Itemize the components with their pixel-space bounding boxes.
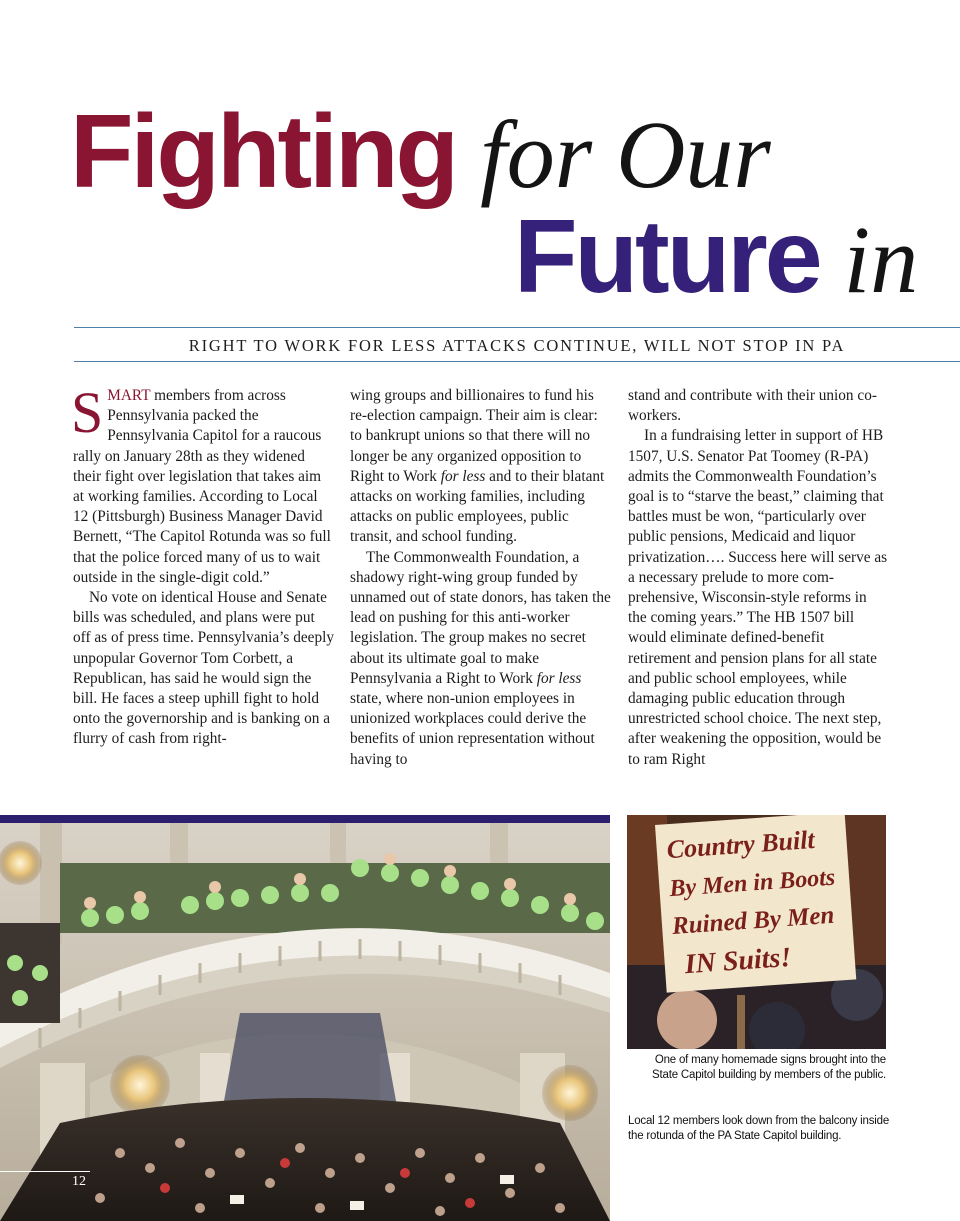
headline-fighting: Fighting [70, 94, 457, 210]
rotunda-photo [0, 823, 610, 1221]
paragraph-3-italic: for less [440, 467, 486, 485]
article-paragraph-1 [71, 380, 335, 588]
headline-line-1 [70, 94, 771, 210]
protest-sign-photo [627, 815, 886, 1049]
subtitle: RIGHT TO WORK FOR LESS ATTACKS CONTINUE, WILL NOT STOP IN PA [188, 336, 846, 355]
headline-for-our-text: for Our [480, 101, 771, 208]
paragraph-4-italic: for less [536, 669, 582, 687]
subtitle-bottom-rule [74, 361, 960, 362]
headline-in [820, 206, 919, 313]
headline-line-2 [514, 199, 919, 315]
paragraph-3-text-b: and to their blatant attacks on working families, including attacks on public employees, public transit, and school funding. [350, 467, 605, 546]
rotunda-illustration [0, 823, 610, 1221]
article-paragraph-3 [350, 386, 612, 548]
article-paragraph-2: No vote on identical House and Senate bills was scheduled, and plans were put off as of press time. Pennsylvania’s deeply unpopular Governor Tom Corbett, a Republican, has said he would sign the bill. He faces a steep uphill fight to hold onto the governorship and is banking on a flurry of cash from right- [73, 589, 334, 748]
article-column-3 [628, 386, 888, 770]
sign-line-3: Ruined By Men [671, 901, 836, 941]
article-column-2 [350, 386, 612, 770]
sign-line-4: IN Suits! [683, 941, 793, 981]
paragraph-1-text: members from across Pennsylvania packed the Pennsylvania Capitol for a raucous rally on January 28th as they widened their fight over legislation that takes aim at working families. According to Local 12 (Pittsburgh) Business Manager David Bernett, “The Capitol Rotunda was so full that the police forced many of us to wait outside in the single-digit cold.” [73, 387, 331, 586]
paragraph-3-text-a: wing groups and billionaires to fund his re-election campaign. Their aim is clear: to bankrupt unions so that there will no longer be any organized opposition to Right to Work [350, 387, 598, 485]
article-column-1 [71, 380, 335, 750]
sign-line-2: By Men in Boots [668, 864, 837, 903]
article-paragraph-6: In a fundraising letter in support of HB 1507, U.S. Senator Pat Toomey (R-PA) admits the Commonwealth Foundation’s goal is to “starve the beast,” claiming that battles must be won, “particularly over public pensions, Medicaid and liquor privatization…. Success here will serve as a necessary prelude to more comprehensive, Wisconsin-style reforms in the coming years.” The HB 1507 bill would eliminate defined-benefit retirement and pension plans for all state and public school employees, while damaging public education through unrestricted school choice. The next step, after weakening the opposition, would be to ram Right [628, 427, 888, 768]
headline-future: Future [514, 199, 820, 315]
page-number: 12 [0, 1171, 90, 1190]
paragraph-4-text-b: state, where non-union employees in unionized workplaces could derive the benefits of union representation without having to [350, 690, 595, 768]
headline-for-our [456, 101, 771, 208]
sign-line-1: Country Built [665, 824, 816, 865]
article-paragraph-5: stand and contribute with their union co-workers. [628, 387, 877, 425]
smart-name: MART [107, 387, 151, 404]
headline-in-text: in [843, 206, 919, 313]
rotunda-photo-caption: Local 12 members look down from the balcony inside the rotunda of the PA State Capitol building. [628, 1115, 890, 1142]
subtitle-top-rule [74, 327, 960, 328]
article-paragraph-4 [350, 548, 612, 770]
drop-cap: S [71, 380, 104, 445]
photo-top-bar [0, 815, 610, 823]
paragraph-4-text-a: The Commonwealth Foundation, a shadowy right-wing group funded by unnamed out of state donors, has taken the lead on pushing for this anti-worker legislation. The group makes no secret about its ultimate goal to make Pennsylvania a Right to Work [350, 548, 611, 687]
sign-photo-caption: One of many homemade signs brought into the State Capitol building by members of the public. [652, 1054, 886, 1081]
protest-sign-illustration [627, 815, 886, 1049]
